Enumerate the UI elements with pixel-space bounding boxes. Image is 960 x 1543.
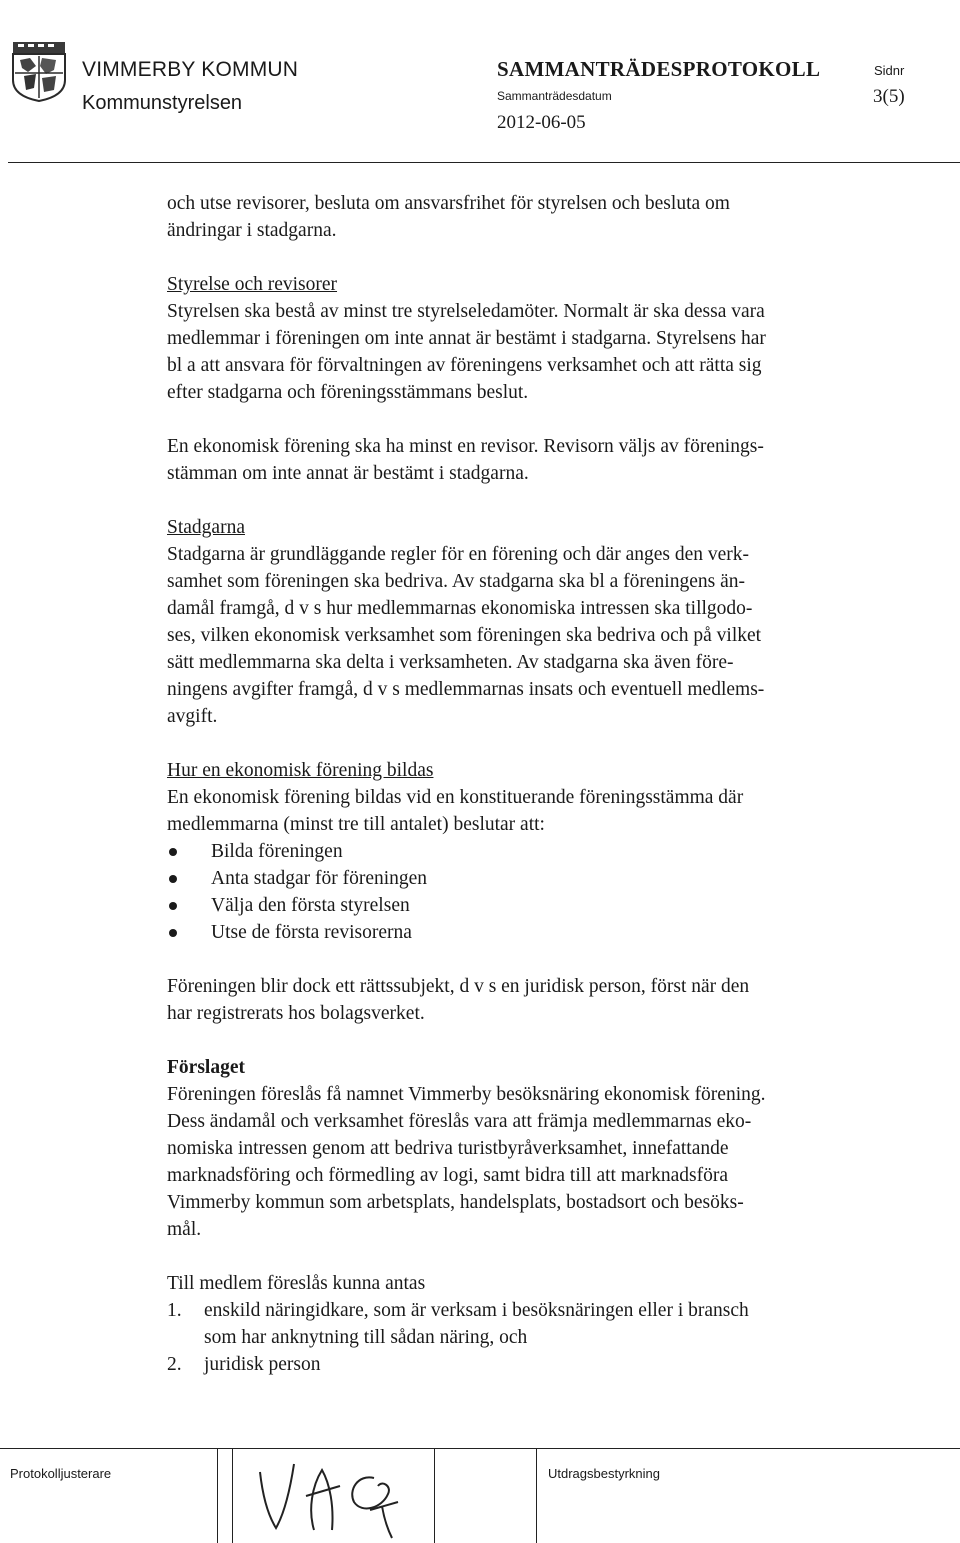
section-heading-bildas: Hur en ekonomisk förening bildas xyxy=(167,760,434,781)
meeting-date: 2012-06-05 xyxy=(497,112,586,133)
section-heading-forslaget: Förslaget xyxy=(167,1057,245,1078)
list-item: Välja den första styrelsen xyxy=(167,892,907,919)
footer-divider xyxy=(0,1448,960,1449)
organization-name: VIMMERBY KOMMUN xyxy=(82,58,299,81)
page-number-label: Sidnr xyxy=(874,63,905,78)
section-heading-stadgarna: Stadgarna xyxy=(167,517,245,538)
styrelse-paragraph: Styrelsen ska bestå av minst tre styrelseledamöter. Normalt är ska dessa vara medlemmar i föreningen om inte annat är bestämt i stadgarna. Styrelsens har bl a att ansvara för förvaltningen av föreningens verksamhet och att rätta sig efter stadgarna och föreningsstämmans beslut. xyxy=(167,301,766,403)
coat-of-arms-icon xyxy=(10,40,68,102)
page-number: 3(5) xyxy=(873,86,905,107)
meeting-date-label: Sammanträdesdatum xyxy=(497,89,612,103)
document-body xyxy=(167,190,907,1378)
list-item: 2. juridisk person xyxy=(167,1354,321,1375)
footer-column-divider xyxy=(232,1448,233,1543)
section-heading-styrelse: Styrelse och revisorer xyxy=(167,274,338,295)
footer-column-divider xyxy=(434,1448,435,1543)
bildas-paragraph: En ekonomisk förening bildas vid en konstituerande föreningsstämma där medlemmarna (minst tre till antalet) beslutar att: xyxy=(167,787,744,835)
members-numbered-list xyxy=(167,1297,907,1378)
footer-column-divider xyxy=(217,1448,218,1543)
bildas-bullet-list xyxy=(167,838,907,946)
intro-paragraph: och utse revisorer, besluta om ansvarsfrihet för styrelsen och besluta om ändringar i stadgarna. xyxy=(167,193,730,241)
document-title: SAMMANTRÄDESPROTOKOLL xyxy=(497,57,821,81)
revisor-paragraph: En ekonomisk förening ska ha minst en revisor. Revisorn väljs av förenings- stämman om inte annat är bestämt i stadgarna. xyxy=(167,436,764,484)
rattssubjekt-paragraph: Föreningen blir dock ett rättssubjekt, d v s en juridisk person, först när den har registrerats hos bolagsverket. xyxy=(167,976,750,1024)
stadgarna-paragraph: Stadgarna är grundläggande regler för en förening och där anges den verk- samhet som föreningen ska bedriva. Av stadgarna ska bl a föreningens än- damål framgå, d v s hur medlemmarnas ekonomiska intressen ska tillgodo- ses, vilken ekonomisk verksamhet som föreningen ska bedriva och på vilket sätt medlemmarna ska delta i verksamheten. Av stadgarna ska även före- ningens avgifter framgå, d v s medlemmarnas insats och eventuell medlems- avgift. xyxy=(167,544,765,727)
protocol-adjuster-label: Protokolljusterare xyxy=(10,1466,112,1481)
forslaget-paragraph: Föreningen föreslås få namnet Vimmerby besöksnäring ekonomisk förening. Dess ändamål och verksamhet föreslås vara att främja medlemmarnas eko- nomiska intressen genom att bedriva turistbyråverksamhet, innefattande marknadsföring och förmedling av logi, samt bidra till att marknadsföra Vimmerby kommun som arbetsplats, handelsplats, bostadsort och besöks- mål. xyxy=(167,1084,766,1240)
list-item: Utse de första revisorerna xyxy=(167,919,907,946)
list-item: Bilda föreningen xyxy=(167,838,907,865)
handwritten-signature-icon xyxy=(250,1450,430,1540)
department-name: Kommunstyrelsen xyxy=(82,92,243,114)
list-item: 1. enskild näringidkare, som är verksam i besöksnäringen eller i bransch som har anknytning till sådan näring, och xyxy=(167,1300,749,1348)
footer-column-divider xyxy=(536,1448,537,1543)
list-item: Anta stadgar för föreningen xyxy=(167,865,907,892)
members-intro: Till medlem föreslås kunna antas xyxy=(167,1273,426,1294)
extract-certification-label: Utdragsbestyrkning xyxy=(548,1466,660,1481)
header-divider xyxy=(8,162,960,163)
